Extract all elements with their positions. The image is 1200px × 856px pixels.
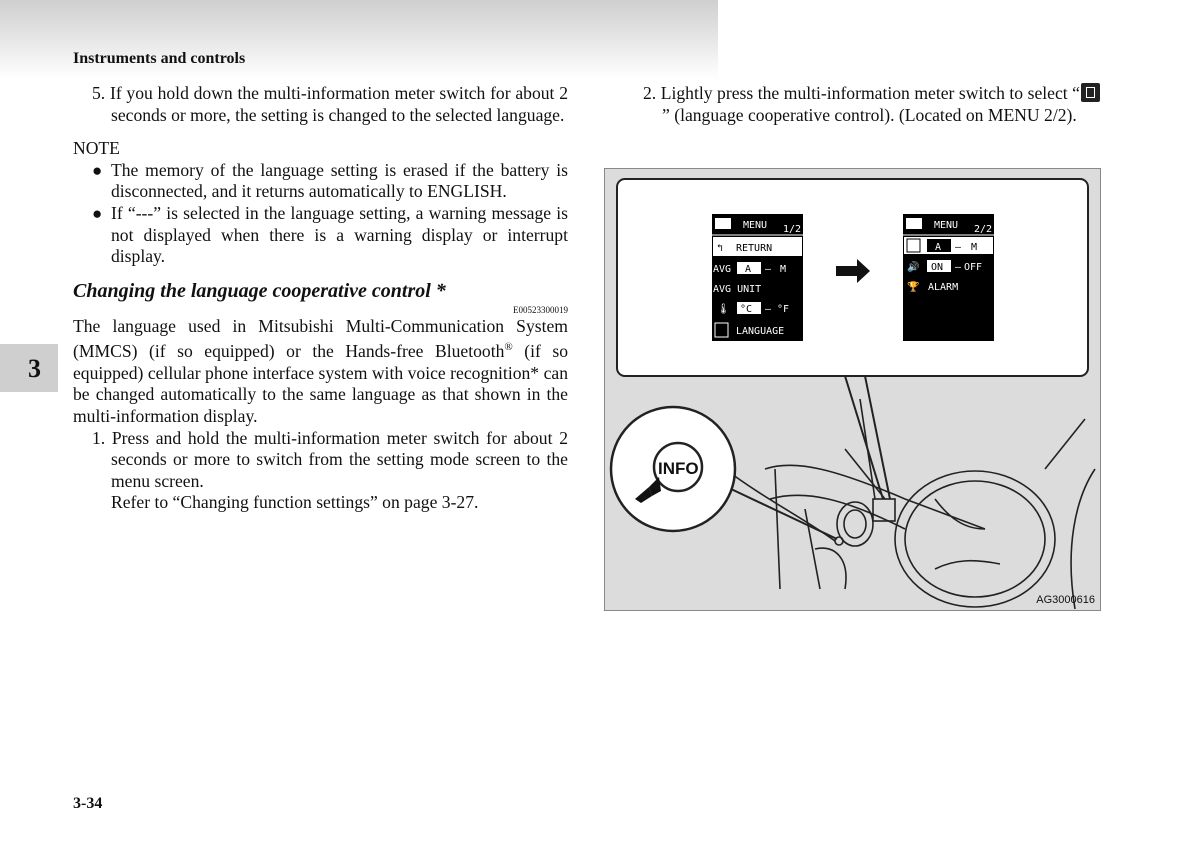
step-1-reference: Refer to “Changing function settings” on page 3-27.	[111, 492, 479, 513]
svg-text:A: A	[745, 264, 752, 275]
svg-text:AVG UNIT: AVG UNIT	[713, 284, 762, 295]
svg-text:ALARM: ALARM	[928, 282, 959, 293]
svg-text:M: M	[971, 242, 978, 253]
step-5: 5. If you hold down the multi-information meter switch for about 2 seconds or more, the setting is changed to the selected language.	[92, 83, 568, 125]
thermometer-icon: 🌡	[717, 304, 730, 315]
alarm-icon: 🏆	[907, 282, 920, 293]
svg-text:MENU: MENU	[743, 220, 768, 231]
svg-text:ON: ON	[931, 262, 944, 273]
svg-text:RETURN: RETURN	[736, 243, 773, 254]
intro-paragraph: The language used in Mitsubishi Multi-Communication System (MMCS) (if so equipped) or the Hands-free Bluetooth® (if so equipped) cellular phone interface system with voice recognition* can be changed automatically to the same language as that shown in the multi-information display.	[73, 315, 568, 426]
reference-code: E00523300019	[513, 304, 568, 315]
svg-text:A: A	[935, 242, 942, 253]
chapter-number: 3	[28, 354, 41, 383]
svg-text:AVG: AVG	[713, 264, 732, 275]
lcd-screen-menu-2-2	[903, 214, 994, 341]
right-column	[624, 83, 1101, 126]
svg-text:–: –	[765, 264, 772, 275]
lcd-screen-menu-1-2	[712, 214, 803, 341]
return-arrow-icon: ↰	[717, 243, 724, 254]
svg-text:MENU: MENU	[934, 220, 959, 231]
chapter-tab	[0, 344, 58, 392]
menu-icon	[906, 218, 922, 229]
svg-text:OFF: OFF	[964, 262, 983, 273]
section-title: Instruments and controls	[73, 50, 246, 67]
note-title: NOTE	[73, 138, 120, 159]
svg-text:LANGUAGE: LANGUAGE	[736, 326, 785, 337]
left-column	[73, 83, 568, 514]
figure-code: AG3000616	[1036, 594, 1095, 606]
step-1: 1. Press and hold the multi-information meter switch for about 2 seconds or more to switch from the setting mode screen to the menu screen.	[92, 427, 568, 491]
step-2: 2. Lightly press the multi-information meter switch to select “” (language cooperative control). (Located on MENU 2/2).	[624, 83, 1101, 126]
svg-text:°F: °F	[777, 304, 790, 315]
figure-illustration	[604, 168, 1101, 611]
language-cooperative-icon	[1081, 83, 1100, 102]
page-number: 3-34	[73, 795, 103, 812]
svg-text:°C: °C	[740, 304, 753, 315]
svg-text:–: –	[955, 262, 962, 273]
dashboard-line-art	[725, 399, 1095, 609]
note-bullet-1: ● The memory of the language setting is erased if the battery is disconnected, and it returns automatically to ENGLISH.	[92, 159, 568, 202]
svg-text:–: –	[765, 304, 772, 315]
info-button-magnifier	[611, 407, 735, 531]
subsection-heading: Changing the language cooperative control *	[73, 279, 446, 302]
info-button-label: INFO	[658, 459, 699, 478]
registered-mark: ®	[504, 341, 513, 354]
svg-text:–: –	[955, 242, 962, 253]
header-band	[0, 0, 718, 80]
figure-svg	[605, 169, 1100, 610]
svg-text:2/2: 2/2	[974, 224, 993, 235]
callout-box	[617, 179, 1088, 376]
bullet-icon: ●	[92, 160, 103, 180]
svg-text:M: M	[780, 264, 787, 275]
menu-icon	[715, 218, 731, 229]
svg-text:1/2: 1/2	[783, 224, 802, 235]
bullet-icon: ●	[92, 203, 103, 223]
note-bullet-2: ● If “---” is selected in the language setting, a warning message is not displayed when there is a warning display or interrupt display.	[92, 202, 568, 267]
speaker-icon: 🔊	[907, 262, 920, 273]
